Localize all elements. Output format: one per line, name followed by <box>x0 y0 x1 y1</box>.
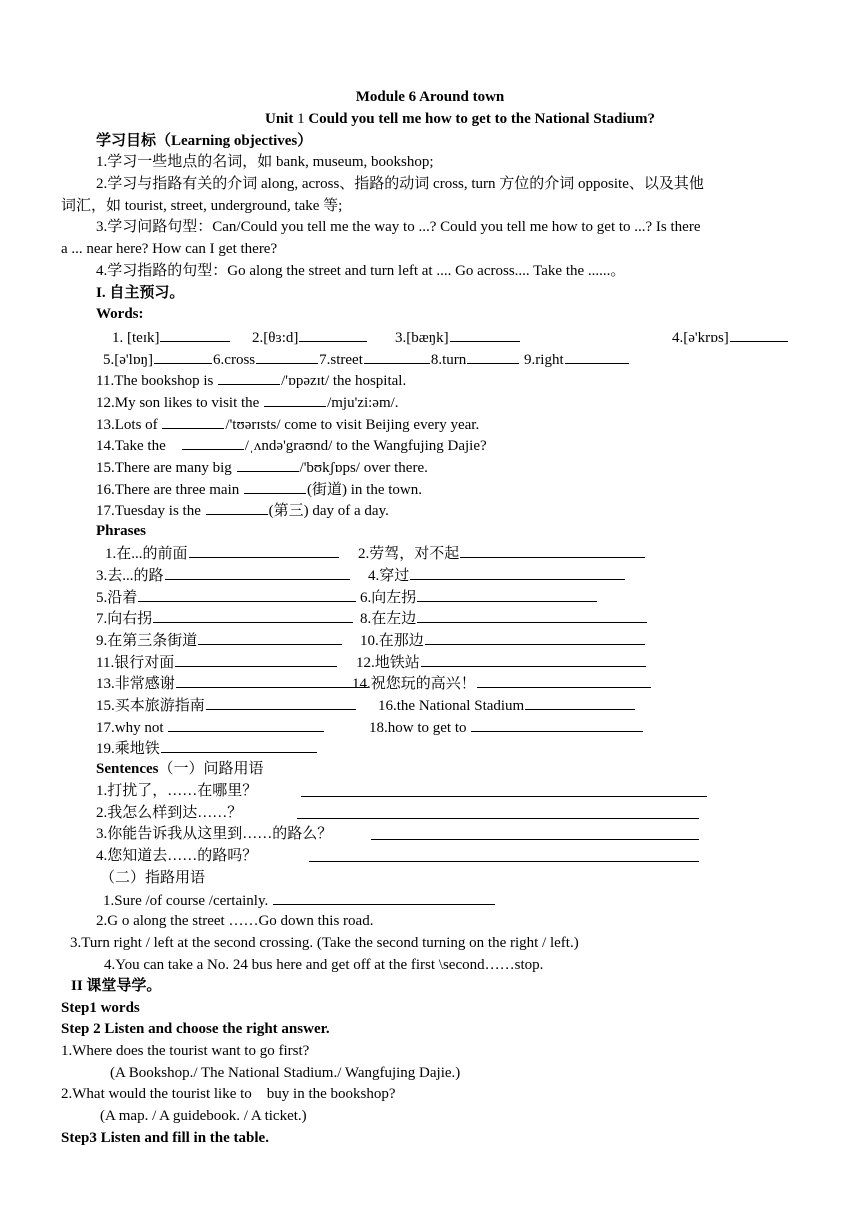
step-3: Step3 Listen and fill in the table. <box>61 1130 269 1146</box>
phrase-3: 3.去...的路 <box>96 564 351 586</box>
unit-number: 1 <box>297 111 305 127</box>
answer-blank[interactable] <box>417 586 597 602</box>
word-item: 3.[bæŋk] <box>395 326 521 348</box>
objective-4: 4.学习指路的句型：Go along the street and turn left at .... Go across.... Take the ......。 <box>96 263 626 279</box>
phrase-9: 9.在第三条街道 <box>96 629 343 651</box>
answer-blank[interactable] <box>138 586 356 602</box>
question-2: 2.What would the tourist like to buy in the bookshop? <box>61 1086 396 1102</box>
unit-title <box>60 109 860 129</box>
answer-blank[interactable] <box>189 542 339 558</box>
answer-blank[interactable] <box>206 694 356 710</box>
section-1-heading: I. 自主预习。 <box>96 285 185 301</box>
fill-sentence-14: 14.Take the /ˌʌndə'graʊnd/ to the Wangfujing Dajie? <box>96 434 487 456</box>
fill-sentence-17: 17.Tuesday is the (第三) day of a day. <box>96 499 389 521</box>
fill-sentence-12: 12.My son likes to visit the /mju'zi:əm/. <box>96 391 399 413</box>
phrase-13: 13.非常感谢 <box>96 672 369 694</box>
answer-blank[interactable] <box>467 348 519 364</box>
ask-3: 3.你能告诉我从这里到……的路么？ <box>96 826 333 842</box>
answer-blank[interactable] <box>565 348 629 364</box>
word-row-2: 5.[ə'lɒŋ] 6.cross 7.street 8.turn 9.right <box>103 348 630 370</box>
step-1: Step1 words <box>61 1000 140 1016</box>
phrase-4: 4.穿过 <box>368 564 626 586</box>
fill-sentence-11: 11.The bookshop is /'ɒpəzɪt/ the hospital. <box>96 369 406 391</box>
answer-blank[interactable] <box>244 478 306 494</box>
answer-blank[interactable] <box>160 326 230 342</box>
phrase-17: 17.why not <box>96 716 325 738</box>
answer-blank[interactable] <box>477 672 651 688</box>
answer-blank[interactable] <box>175 651 337 667</box>
ask-4: 4.您知道去……的路吗？ <box>96 848 258 864</box>
phrase-2: 2.劳驾，对不起 <box>358 542 646 564</box>
objective-2: 2.学习与指路有关的介词 along, across、指路的动词 cross, turn 方位的介词 opposite、以及其他 <box>96 176 704 192</box>
answer-blank[interactable] <box>198 629 342 645</box>
ask-2: 2.我怎么样到达……？ <box>96 805 243 821</box>
objectives-heading: 学习目标（Learning objectives） <box>96 133 313 149</box>
phrase-10: 10.在那边 <box>360 629 646 651</box>
phrase-11: 11.银行对面 <box>96 651 338 673</box>
phrases-heading: Phrases <box>96 523 146 539</box>
answer-line[interactable] <box>370 824 700 846</box>
phrase-19: 19.乘地铁 <box>96 737 318 759</box>
phrase-12: 12.地铁站 <box>356 651 647 673</box>
answer-blank[interactable] <box>165 564 350 580</box>
word-item: 2.[θɜ:d] <box>252 326 368 348</box>
answer-blank[interactable] <box>471 716 643 732</box>
answer-line[interactable] <box>296 803 700 825</box>
unit-prefix: Unit <box>264 111 298 127</box>
answer-blank[interactable] <box>410 564 625 580</box>
answer-blank[interactable] <box>264 391 326 407</box>
answer-blank[interactable] <box>730 326 788 342</box>
fill-sentence-15: 15.There are many big /'bʊkʃɒps/ over there. <box>96 456 428 478</box>
answer-blank[interactable] <box>237 456 299 472</box>
phrase-14: 14.祝您玩的高兴！ <box>352 672 652 694</box>
step-2: Step 2 Listen and choose the right answer. <box>61 1021 330 1037</box>
answer-blank[interactable] <box>421 651 646 667</box>
answer-blank[interactable] <box>425 629 645 645</box>
answer-blank[interactable] <box>182 434 244 450</box>
phrase-8: 8.在左边 <box>360 607 648 629</box>
phrase-6: 6.向左拐 <box>360 586 598 608</box>
answer-blank[interactable] <box>162 413 224 429</box>
sentences-heading: Sentences（一）问路用语 <box>96 761 264 777</box>
words-heading: Words: <box>96 306 144 322</box>
phrase-5: 5.沿着 <box>96 586 357 608</box>
phrase-1: 1.在...的前面 <box>105 542 340 564</box>
answer-blank[interactable] <box>256 348 318 364</box>
question-1-options: (A Bookshop./ The National Stadium./ Wangfujing Dajie.) <box>110 1065 461 1081</box>
phrase-15: 15.买本旅游指南 <box>96 694 357 716</box>
answer-blank[interactable] <box>153 607 353 623</box>
direct-4: 4.You can take a No. 24 bus here and get off at the first \second……stop. <box>104 957 544 973</box>
answer-blank[interactable] <box>273 889 495 905</box>
direct-3: 3.Turn right / left at the second crossing. (Take the second turning on the right / left.) <box>70 935 579 951</box>
ask-1: 1.打扰了，……在哪里？ <box>96 783 258 799</box>
fill-sentence-13: 13.Lots of /'tʊərɪsts/ come to visit Beijing every year. <box>96 413 479 435</box>
answer-blank[interactable] <box>206 499 268 515</box>
objective-1: 1.学习一些地点的名词，如 bank, museum, bookshop; <box>96 154 434 170</box>
answer-blank[interactable] <box>299 326 367 342</box>
module-title: Module 6 Around town <box>355 89 505 105</box>
unit-question: Could you tell me how to get to the National Stadium? <box>304 111 655 127</box>
phrase-16: 16.the National Stadium <box>378 694 636 716</box>
answer-line[interactable] <box>308 846 700 868</box>
question-1: 1.Where does the tourist want to go first? <box>61 1043 310 1059</box>
phrase-18: 18.how to get to <box>369 716 644 738</box>
objective-3-cont: a ... near here? How can I get there? <box>61 241 278 257</box>
answer-blank[interactable] <box>450 326 520 342</box>
answer-blank[interactable] <box>417 607 647 623</box>
answer-blank[interactable] <box>168 716 324 732</box>
answer-blank[interactable] <box>176 672 368 688</box>
answer-blank[interactable] <box>460 542 645 558</box>
phrase-7: 7.向右拐 <box>96 607 354 629</box>
answer-blank[interactable] <box>364 348 430 364</box>
answer-blank[interactable] <box>161 737 317 753</box>
answer-blank[interactable] <box>218 369 280 385</box>
word-item: 1. [teɪk] <box>112 326 231 348</box>
direct-heading: （二）指路用语 <box>100 870 206 886</box>
direct-1: 1.Sure /of course /certainly. <box>103 889 496 911</box>
direct-2: 2.G o along the street ……Go down this road. <box>96 913 374 929</box>
fill-sentence-16: 16.There are three main (街道) in the town. <box>96 478 422 500</box>
objective-2-cont: 词汇，如 tourist, street, underground, take 等; <box>61 198 343 214</box>
answer-blank[interactable] <box>154 348 212 364</box>
section-2-heading: II 课堂导学。 <box>71 978 162 994</box>
question-2-options: (A map. / A guidebook. / A ticket.) <box>100 1108 307 1124</box>
answer-blank[interactable] <box>525 694 635 710</box>
word-item: 4.[ə'krɒs] <box>672 326 789 348</box>
objective-3: 3.学习问路句型：Can/Could you tell me the way to ...? Could you tell me how to get to ...? Is there <box>96 219 701 235</box>
answer-line[interactable] <box>300 781 708 803</box>
